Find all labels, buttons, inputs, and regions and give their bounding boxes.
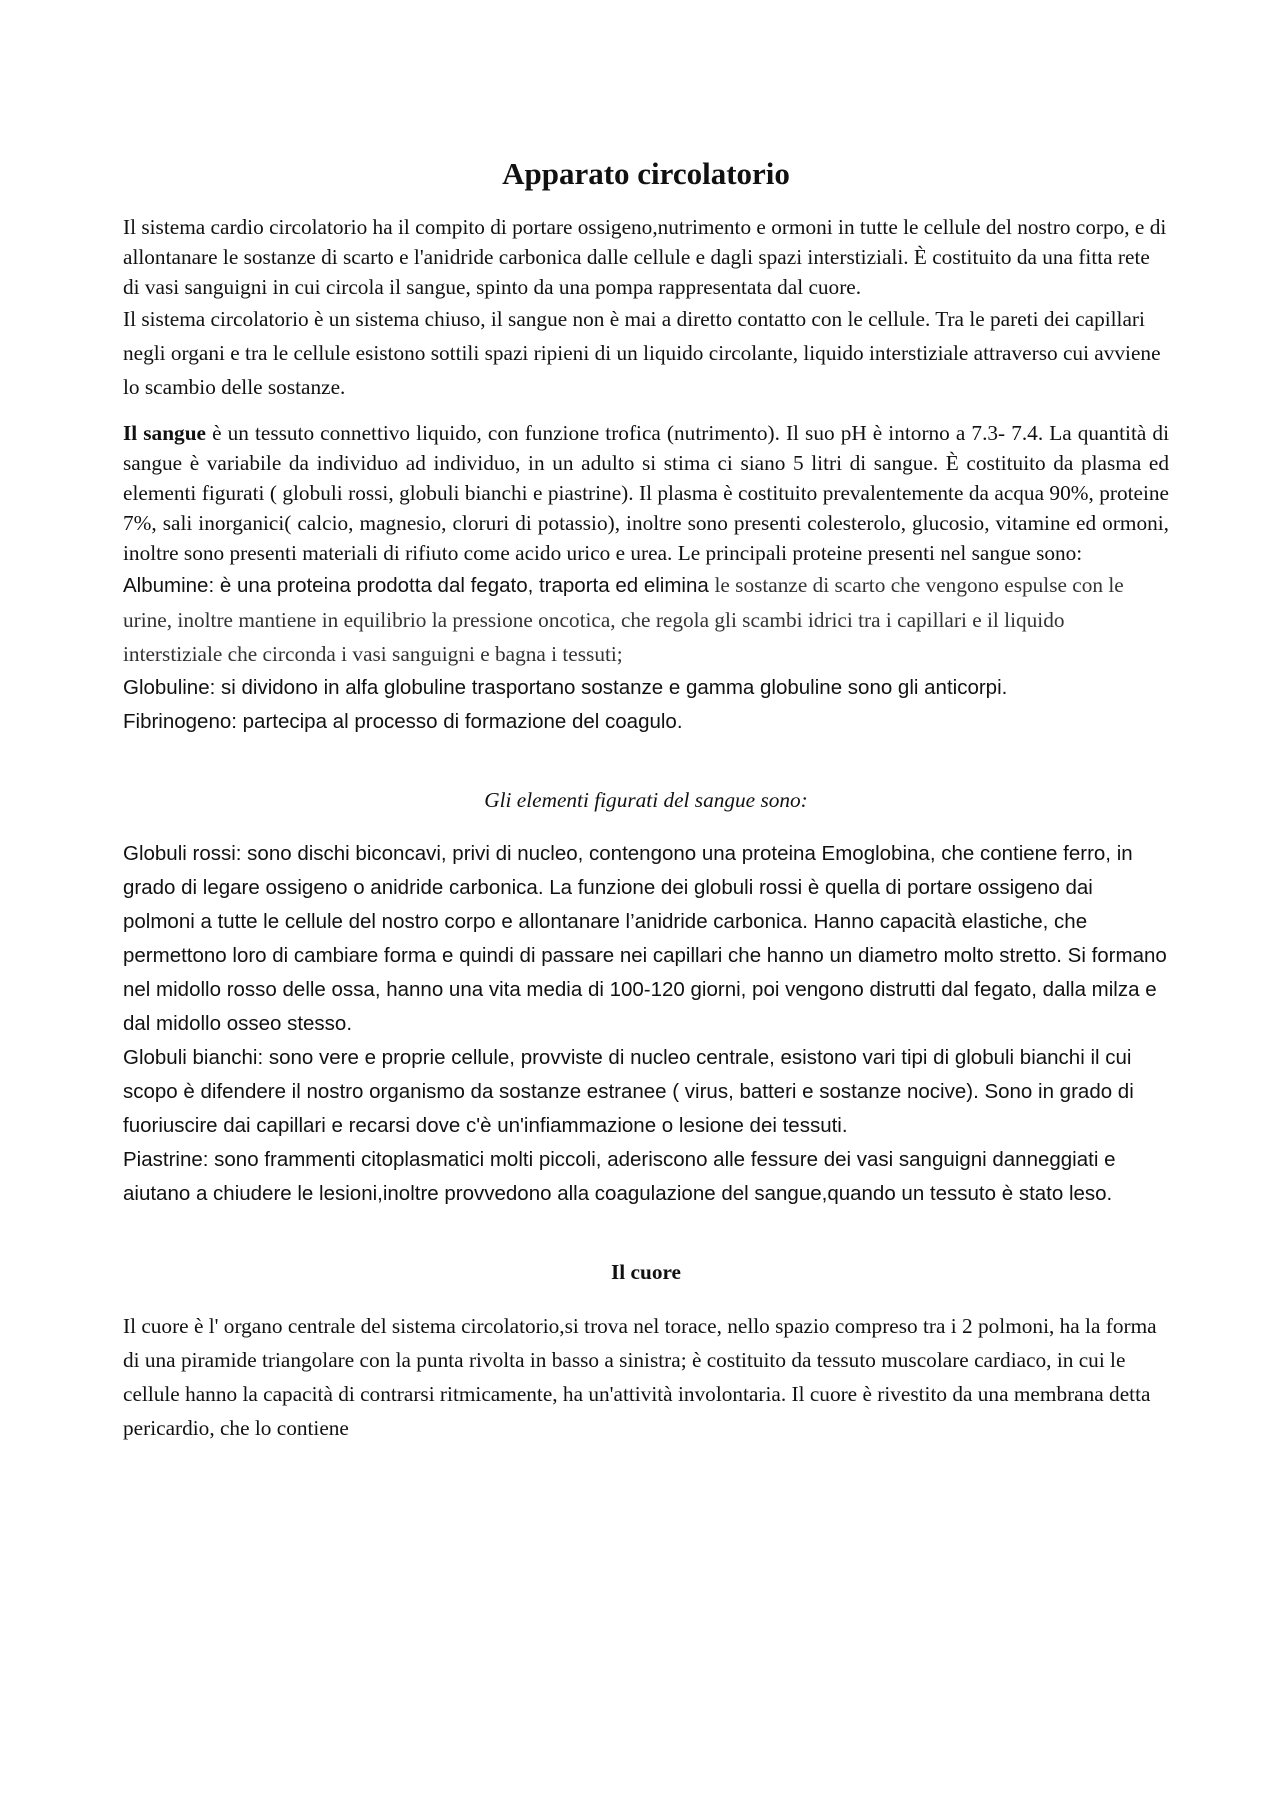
sangue-paragraph [123, 418, 1169, 568]
globuli-bianchi-paragraph: Globuli bianchi: sono vere e proprie cellule, provviste di nucleo centrale, esistono vari tipi di globuli bianchi il cui scopo è difendere il nostro organismo da sostanze estranee ( virus, batteri e sostanze nocive). Sono in grado di fuoriuscire dai capillari e recarsi dove c'è un'infiammazione o lesione dei tessuti. [123, 1046, 1134, 1137]
cuore-paragraph: Il cuore è l' organo centrale del sistema circolatorio,si trova nel torace, nello spazio compreso tra i 2 polmoni, ha la forma di una piramide triangolare con la punta rivolta in basso a sinistra; è costituito da tessuto muscolare cardiaco, in cui le cellule hanno la capacità di contrarsi ritmicamente, ha un'attività involontaria. Il cuore è rivestito da una membrana detta pericardio, che lo contiene [123, 1314, 1157, 1440]
albumine-paragraph [123, 568, 1169, 671]
albumine-text-b: le sostanze di scarto che vengono espulse con le urine, inoltre mantiene in equilibrio la pressione oncotica, che regola gli scambi idrici tra i capillari e il liquido interstiziale che circonda i vasi sanguigni e bagna i tessuti; [123, 573, 1124, 666]
intro-paragraph-2: Il sistema circolatorio è un sistema chiuso, il sangue non è mai a diretto contatto con le cellule. Tra le pareti dei capillari negli organi e tra le cellule esistono sottili spazi ripieni di un liquido circolante, liquido interstiziale attraverso cui avviene lo scambio delle sostanze. [123, 307, 1161, 399]
document-page [123, 154, 1169, 1445]
globuli-rossi-paragraph: Globuli rossi: sono dischi biconcavi, privi di nucleo, contengono una proteina Emoglobina, che contiene ferro, in grado di legare ossigeno o anidride carbonica. La funzione dei globuli rossi è quella di portare ossigeno dai polmoni a tutte le cellule del nostro corpo e allontanare l’anidride carbonica. Hanno capacità elastiche, che permettono loro di cambiare forma e quindi di passare nei capillari che hanno un diametro molto stretto. Si formano nel midollo rosso delle ossa, hanno una vita media di 100-120 giorni, poi vengono distrutti dal fegato, dalla milza e dal midollo osseo stesso. [123, 842, 1167, 1035]
fibrinogeno-paragraph: Fibrinogeno: partecipa al processo di formazione del coagulo. [123, 710, 683, 733]
elementi-title: Gli elementi figurati del sangue sono: [484, 788, 808, 812]
page-title: Apparato circolatorio [502, 156, 790, 191]
piastrine-paragraph: Piastrine: sono frammenti citoplasmatici molti piccoli, aderiscono alle fessure dei vasi sanguigni danneggiati e aiutano a chiudere le lesioni,inoltre provvedono alla coagulazione del sangue,quando un tessuto è stato leso. [123, 1148, 1116, 1205]
sangue-term: Il sangue [123, 421, 206, 445]
sangue-text: è un tessuto connettivo liquido, con funzione trofica (nutrimento). Il suo pH è intorno a 7.3- 7.4. La quantità di sangue è variabile da individuo ad individuo, in un adulto si stima ci siano 5 litri di sangue. È costituito da plasma ed elementi figurati ( globuli rossi, globuli bianchi e piastrine). Il plasma è costituito prevalentemente da acqua 90%, proteine 7%, sali inorganici( calcio, magnesio, cloruri di potassio), inoltre sono presenti colesterolo, glucosio, vitamine ed ormoni, inoltre sono presenti materiali di rifiuto come acido urico e urea. Le principali proteine presenti nel sangue sono: [123, 421, 1169, 565]
globuline-paragraph: Globuline: si dividono in alfa globuline trasportano sostanze e gamma globuline sono gli anticorpi. [123, 676, 1008, 699]
albumine-text-a: Albumine: è una proteina prodotta dal fegato, traporta ed elimina [123, 574, 715, 597]
cuore-title: Il cuore [611, 1260, 681, 1284]
intro-paragraph-1: Il sistema cardio circolatorio ha il compito di portare ossigeno,nutrimento e ormoni in tutte le cellule del nostro corpo, e di allontanare le sostanze di scarto e l'anidride carbonica dalle cellule e dagli spazi interstiziali. È costituito da una fitta rete di vasi sanguigni in cui circola il sangue, spinto da una pompa rappresentata dal cuore. [123, 215, 1167, 299]
